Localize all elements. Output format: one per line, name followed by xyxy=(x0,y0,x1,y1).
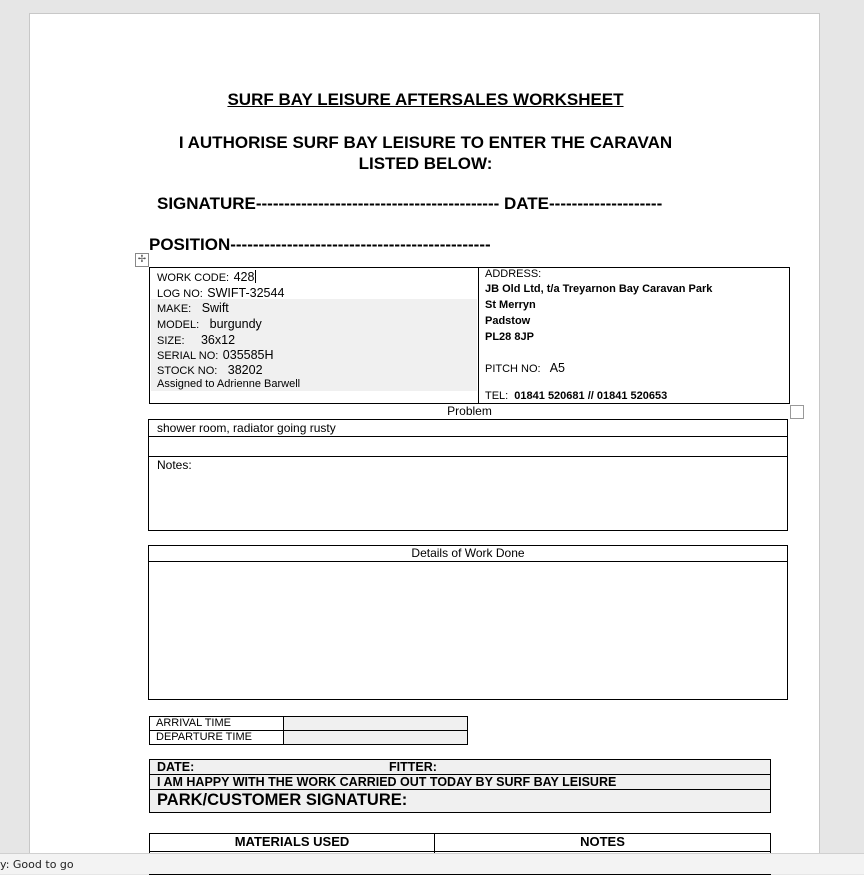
signoff-date-label: DATE: xyxy=(157,760,195,774)
stock-value[interactable]: 38202 xyxy=(227,363,263,377)
tel-row xyxy=(485,390,667,402)
signoff-table[interactable] xyxy=(149,759,771,813)
pitch-value[interactable]: A5 xyxy=(549,361,565,375)
pitch-label: PITCH NO: xyxy=(485,363,541,375)
address-label: ADDRESS: xyxy=(485,268,542,280)
size-value[interactable]: 36x12 xyxy=(200,333,236,347)
signature-date-line: SIGNATURE------------------------------------------- DATE-------------------- xyxy=(157,194,663,213)
position-line: POSITION---------------------------------------------- xyxy=(149,235,491,254)
tel-label: TEL: xyxy=(485,390,509,402)
customer-signature-label: PARK/CUSTOMER SIGNATURE: xyxy=(157,791,408,809)
details-of-work-table[interactable] xyxy=(148,545,788,700)
arrival-row xyxy=(150,717,468,731)
table-move-handle-icon[interactable]: ✢ xyxy=(135,253,149,267)
document-page[interactable] xyxy=(29,13,820,874)
happy-statement: I AM HAPPY WITH THE WORK CARRIED OUT TODAY BY SURF BAY LEISURE xyxy=(157,775,617,789)
serial-label: SERIAL NO: xyxy=(157,350,219,362)
pitch-row xyxy=(485,361,565,375)
address-line-3: Padstow xyxy=(485,315,531,327)
checkbox-icon[interactable] xyxy=(790,405,804,419)
authorisation-line-1: I AUTHORISE SURF BAY LEISURE TO ENTER THE CARAVAN xyxy=(178,133,673,152)
notes-label: Notes: xyxy=(157,458,192,472)
assigned-to: Assigned to Adrienne Barwell xyxy=(157,378,301,390)
size-label: SIZE: xyxy=(157,335,185,347)
problem-text[interactable]: shower room, radiator going rusty xyxy=(157,421,336,435)
make-label: MAKE: xyxy=(157,303,192,315)
model-value[interactable]: burgundy xyxy=(209,317,262,331)
arrival-time-field[interactable] xyxy=(284,717,468,731)
departure-time-field[interactable] xyxy=(284,731,468,745)
make-value[interactable]: Swift xyxy=(201,301,229,315)
info-divider xyxy=(478,268,479,403)
problem-heading: Problem xyxy=(447,404,492,418)
address-line-4: PL28 8JP xyxy=(485,331,534,343)
materials-header-divider xyxy=(150,851,770,852)
authorisation-statement xyxy=(30,132,821,174)
materials-used-heading: MATERIALS USED xyxy=(234,834,350,849)
log-no-label: LOG NO: xyxy=(157,288,203,300)
document-title: SURF BAY LEISURE AFTERSALES WORKSHEET xyxy=(227,90,624,109)
authorisation-line-2: LISTED BELOW: xyxy=(358,154,493,173)
stock-row xyxy=(157,361,263,379)
status-bar: y: Good to go xyxy=(0,853,864,874)
tel-value: 01841 520681 // 01841 520653 xyxy=(514,390,668,402)
departure-row xyxy=(150,731,468,745)
caravan-info-table[interactable] xyxy=(149,267,790,404)
notes-heading: NOTES xyxy=(580,834,625,849)
address-line-2: St Merryn xyxy=(485,299,536,311)
signoff-row-divider xyxy=(150,760,770,775)
departure-time-label: DEPARTURE TIME xyxy=(150,731,284,745)
problem-row-divider xyxy=(149,456,787,457)
problem-row-divider xyxy=(149,436,787,437)
arrival-time-label: ARRIVAL TIME xyxy=(150,717,284,731)
serial-value[interactable]: 035585H xyxy=(222,348,274,362)
text-cursor xyxy=(255,270,256,283)
address-line-1: JB Old Ltd, t/a Treyarnon Bay Caravan Park xyxy=(485,283,713,295)
model-label: MODEL: xyxy=(157,319,200,331)
problem-table[interactable] xyxy=(148,419,788,531)
details-heading: Details of Work Done xyxy=(149,546,787,562)
time-table[interactable] xyxy=(149,716,468,745)
work-code-label: WORK CODE: xyxy=(157,272,230,284)
signoff-fitter-label: FITTER: xyxy=(389,760,437,774)
work-code-value[interactable]: 428 xyxy=(233,270,255,284)
stock-label: STOCK NO: xyxy=(157,365,218,377)
log-no-value[interactable]: SWIFT-32544 xyxy=(207,286,285,300)
